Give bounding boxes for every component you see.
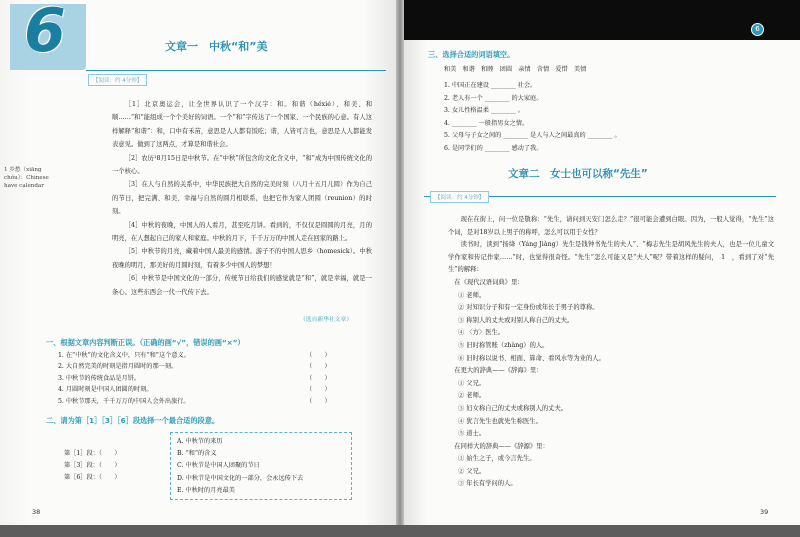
option-item: A. 中秋节的来历 — [177, 438, 223, 445]
option-item: C. 中秋节是中国人团聚的节日 — [177, 462, 260, 470]
section1-title: 一、根据文章内容判断正误。（正确的画“√”，错误的画“×”） — [46, 338, 245, 347]
definition-item: ④ 〈方〉医生。 — [458, 329, 505, 337]
article2-title: 文章二 女士也可以称“先生” — [508, 168, 648, 180]
fill-blank-item[interactable]: 1. 中国正在建设 ________ 社会。 — [444, 82, 537, 89]
option-item: E. 中秋时的月亮最美 — [177, 486, 235, 494]
definition-item: ③ 妇女称自己的丈夫或称别人的丈夫。 — [458, 404, 568, 412]
paragraph: ［2］农历¹8月15日是中秋节。在“中秋”所包含的文化含义中，“和”成为中国传统文化的一个核心。 — [112, 154, 372, 176]
definition-item: ① 始生之子，或今言先生。 — [458, 455, 536, 463]
chapter-circle-icon: 6 — [751, 23, 764, 36]
left-page — [0, 0, 396, 525]
chapter-number: 6 — [24, 0, 66, 66]
title-underline — [86, 70, 386, 71]
dict-heading: 在更大的辞典——《辞海》里： — [454, 367, 543, 375]
options-box — [170, 432, 352, 500]
definition-item: ③ 称别人的丈夫或对别人称自己的丈夫。 — [458, 316, 574, 324]
book-spine — [396, 0, 404, 525]
fill-blank-item[interactable]: 6. 是同学们的 ________ 感动了我。 — [444, 144, 543, 152]
paragraph: ［1］北京奥运会，让全世界认识了一个汉字：和。和谐（héxié）、和美、和顺……“和”能组成一个个美好的词语。一个“和”字传达了一个国家、一个民族的心意。有人这样解释“和谐”：和，口中有禾苗，意思是人人都有饭吃；谐，人皆可言也，意思是人人都能发表意见。做到了这两点，才算是和谐社会。 — [112, 101, 372, 149]
paragraph: ［4］中秋的夜晚，中国人的人看月，甚至吃月饼。看到的，不仅仅是圆圆的月亮，月的明亮，在人想起自己的家人和家庭。中秋的月下，千千万万的中国人走在回家的路上。 — [112, 221, 372, 243]
paragraph: 读书时，读到“扬绛（Yáng Jiàng）先生是钱钟书先生的夫人”、“梅志先生是胡风先生的夫人，也是一位儿童文学作家和传记作家……”时，也觉得很奇怪。“先生”怎么可能又是“夫人”呢？带着这样的疑问， 1 ，看到了对“先生”的解释： — [448, 241, 774, 274]
fill-blank-item[interactable]: 5. 父母与子女之间的 ________ 是人与人之间最真的 ________ 。 — [444, 132, 621, 140]
top-black-bar — [404, 0, 800, 40]
fill-blank-item[interactable]: 3. 女儿性格温柔 ________ 。 — [444, 107, 524, 115]
answer-bracket[interactable]: （ ） — [306, 374, 331, 382]
section3-title: 三、选择合适的词语填空。 — [428, 50, 515, 59]
paragraph-answer[interactable]: 第［6］段：（ ） — [64, 474, 121, 481]
list-item: 5. 中秋节那天，千千万万的中国人会外出旅行。 （ ） — [58, 397, 331, 405]
reading-time-tag-2: 【阅读：约 4分钟】 — [430, 191, 489, 203]
dict2-list — [448, 378, 774, 441]
list-item: 2. 大自然完美的时刻是指月圆时的那一刻。 （ ） — [58, 363, 331, 371]
definition-item: ⑤ 道士。 — [458, 430, 486, 438]
source-note: （选自新华社文章） — [300, 317, 353, 323]
definition-item: ⑥ 旧时称以说书、相面、算命、看风水等为业的人。 — [458, 354, 605, 362]
article-title: 文章一 中秋“和”美 — [165, 40, 268, 53]
list-item: 3. 中秋节的传统食品是月饼。 （ ） — [58, 374, 331, 382]
paragraph: ［6］中秋节是中国文化的一部分，传统节日给我们的感觉就是“和”，就是幸福，就是一条心。这些东西会一代一代传下去。 — [112, 275, 372, 296]
definition-item: ② 老师。 — [458, 392, 486, 400]
dict-heading: 在《现代汉语词典》里： — [454, 278, 524, 286]
answer-bracket[interactable]: （ ） — [306, 363, 331, 371]
word-bank: 和美 和谐 和睦 团圆 亲情 含情 爱惜 美情 — [444, 66, 587, 73]
answer-bracket[interactable]: （ ） — [306, 397, 331, 405]
paragraph: 现在在街上，问一位是敬称：“先生，请问到天安门怎么走？”很可能会遭到白眼。因为，一般人觉得，“先生”这个词，是对18岁以上男子的称呼，怎么可以用于女性？ — [448, 216, 774, 236]
dict-heading: 在同样大的辞典——《辞源》里： — [454, 442, 549, 450]
definition-item: ② 对知识分子和有一定身份或年长于男子的尊称。 — [458, 304, 599, 312]
definition-item: ③ 年长有学问的人。 — [458, 480, 517, 488]
definition-item: ④ 犹言先生也就先生称医生。 — [458, 417, 542, 425]
definition-item: ⑤ 旧时称管账（zhàng）的人。 — [458, 341, 549, 349]
dict3-list — [448, 453, 774, 491]
fill-blank-item[interactable]: 2. 老人有一个 ________ 的大家庭。 — [444, 94, 543, 102]
section2-answers — [64, 448, 121, 484]
answer-bracket[interactable]: （ ） — [306, 386, 331, 394]
chapter-number-block — [10, 0, 86, 70]
article2-body — [448, 214, 774, 491]
section1-list — [58, 350, 358, 407]
definition-item: ① 老师。 — [458, 291, 486, 299]
right-page — [404, 0, 800, 525]
article-body — [112, 98, 372, 299]
page-number-left: 38 — [32, 508, 41, 516]
paragraph-answer[interactable]: 第［3］段：（ ） — [64, 462, 121, 469]
section3-list — [444, 80, 621, 156]
list-item: 4. 月圆时刻是中国人团圆的时刻。 （ ） — [58, 386, 331, 394]
margin-note: 1 乡愁（xiāng chóu）：Chinese have calendar — [4, 167, 49, 189]
option-item: D. 中秋节是中国文化的一部分，会永远传下去 — [177, 474, 304, 482]
dict1-list — [448, 290, 774, 366]
paragraph: ［3］在人与自然的关系中，中华民族把大自然的完美时刻（八月十五月儿圆）作为自己的节日，把完满、和美、幸福与自然的圆月相联系，也把它作为家人团圆（reunion）的时刻。 — [112, 181, 372, 216]
options-list — [171, 433, 351, 500]
fill-blank-item[interactable]: 4. ________ 一般指男女之情。 — [444, 119, 529, 127]
section2-title: 二、请为第［1］［3］［6］段选择一个最合适的段意。 — [46, 416, 220, 425]
list-item: 1. 在“中秋”的文化含义中，只有“和”这个意义。 （ ） — [58, 352, 331, 359]
option-item: B. “和”的含义 — [177, 450, 217, 458]
definition-item: ② 父兄。 — [458, 467, 486, 475]
definition-item: ① 父兄。 — [458, 379, 486, 387]
answer-bracket[interactable]: （ ） — [306, 352, 331, 359]
reading-time-tag: 【阅读：约 4分钟】 — [88, 74, 147, 86]
page-number-right: 39 — [760, 508, 769, 516]
paragraph-answer[interactable]: 第［1］段：（ ） — [64, 450, 121, 457]
paragraph: ［5］中秋节的月亮，藏着中国人最美的感情。游子不的中国人思乡（homesick）。中秋夜晚的明月，那美好的月圆时刻，有着多少中国人的梦想！ — [112, 248, 372, 269]
